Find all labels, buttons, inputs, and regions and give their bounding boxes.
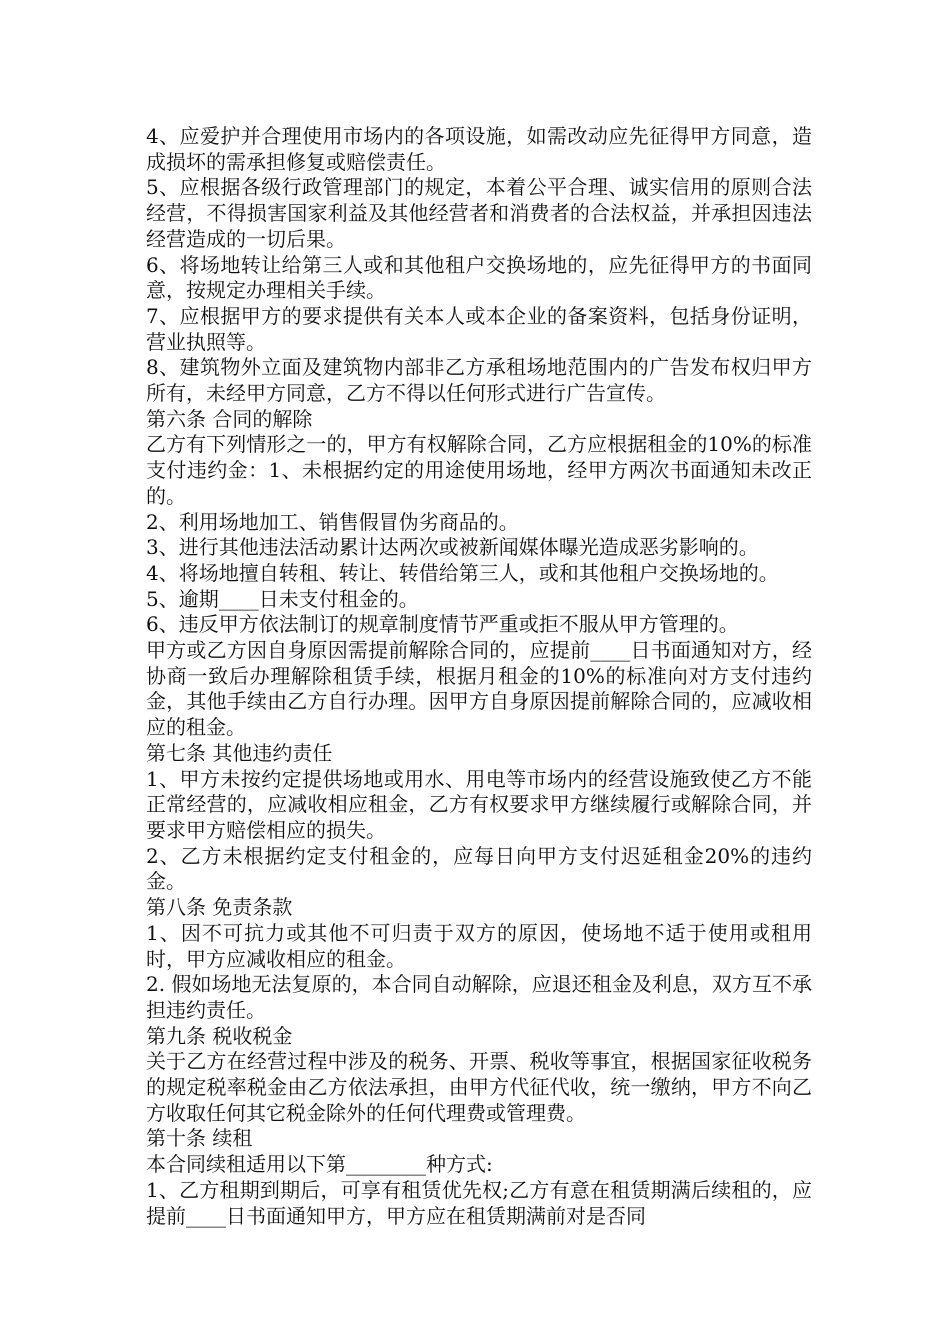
breach-item-1: 1、甲方未按约定提供场地或用水、用电等市场内的经营设施致使乙方不能正常经营的，应减收相应租金，乙方有权要求甲方继续履行或解除合同，并要求甲方赔偿相应的损失。: [146, 766, 812, 842]
clause-item-7: 7、应根据甲方的要求提供有关本人或本企业的备案资料，包括身份证明，营业执照等。: [146, 303, 812, 354]
section-heading-7: 第七条 其他违约责任: [146, 740, 333, 765]
clause-item-8: 8、建筑物外立面及建筑物内部非乙方承租场地范围内的广告发布权归甲方所有，未经甲方同意，乙方不得以任何形式进行广告宣传。: [146, 355, 812, 406]
clause-item-6: 6、将场地转让给第三人或和其他租户交换场地的，应先征得甲方的书面同意，按规定办理相关手续。: [146, 252, 812, 303]
exemption-item-2: 2. 假如场地无法复原的，本合同自动解除，应退还租金及利息，双方互不承担违约责任。: [146, 972, 812, 1022]
termination-intro: 乙方有下列情形之一的，甲方有权解除合同，乙方应根据租金的10%的标准支付违约金：1、未根据约定的用途使用场地，经甲方两次书面通知未改正的。: [146, 432, 812, 508]
renewal-intro: 本合同续租适用以下第________种方式:: [146, 1152, 493, 1177]
section-heading-9: 第九条 税收税金: [146, 1023, 293, 1048]
section-heading-10: 第十条 续租: [146, 1126, 253, 1151]
tax-paragraph: 关于乙方在经营过程中涉及的税务、开票、税收等事宜，根据国家征收税务的规定税率税金由乙方依法承担，由甲方代征代收，统一缴纳，甲方不向乙方收取任何其它税金除外的任何代理费或管理费。: [146, 1049, 812, 1125]
early-termination-paragraph: 甲方或乙方因自身原因需提前解除合同的，应提前____日书面通知对方，经协商一致后办理解除租赁手续，根据月租金的10%的标准向对方支付违约金，其他手续由乙方自行办理。因甲方自身原因提前解除合同的，应减收相应的租金。: [146, 638, 812, 740]
breach-item-2: 2、乙方未根据约定支付租金的，应每日向甲方支付迟延租金20%的违约金。: [146, 843, 812, 894]
termination-item-2: 2、利用场地加工、销售假冒伪劣商品的。: [146, 509, 519, 534]
termination-item-3: 3、进行其他违法活动累计达两次或被新闻媒体曝光造成恶劣影响的。: [146, 535, 759, 560]
section-heading-6: 第六条 合同的解除: [146, 406, 313, 431]
clause-item-4: 4、应爱护并合理使用市场内的各项设施，如需改动应先征得甲方同意，造成损坏的需承担修复或赔偿责任。: [146, 124, 812, 174]
termination-item-5: 5、逾期____日未支付租金的。: [146, 586, 419, 611]
termination-item-6: 6、违反甲方依法制订的规章制度情节严重或拒不服从甲方管理的。: [146, 612, 739, 637]
clause-item-5: 5、应根据各级行政管理部门的规定，本着公平合理、诚实信用的原则合法经营，不得损害国家利益及其他经营者和消费者的合法权益，并承担因违法经营造成的一切后果。: [146, 175, 812, 251]
renewal-item-1: 1、乙方租期到期后，可享有租赁优先权;乙方有意在租赁期满后续租的，应提前____日书面通知甲方，甲方应在租赁期满前对是否同: [146, 1177, 812, 1228]
section-heading-8: 第八条 免责条款: [146, 895, 293, 920]
document-page: [146, 124, 812, 1229]
exemption-item-1: 1、因不可抗力或其他不可归责于双方的原因，使场地不适于使用或租用时，甲方应减收相应的租金。: [146, 920, 812, 971]
termination-item-4: 4、将场地擅自转租、转让、转借给第三人，或和其他租户交换场地的。: [146, 560, 779, 585]
